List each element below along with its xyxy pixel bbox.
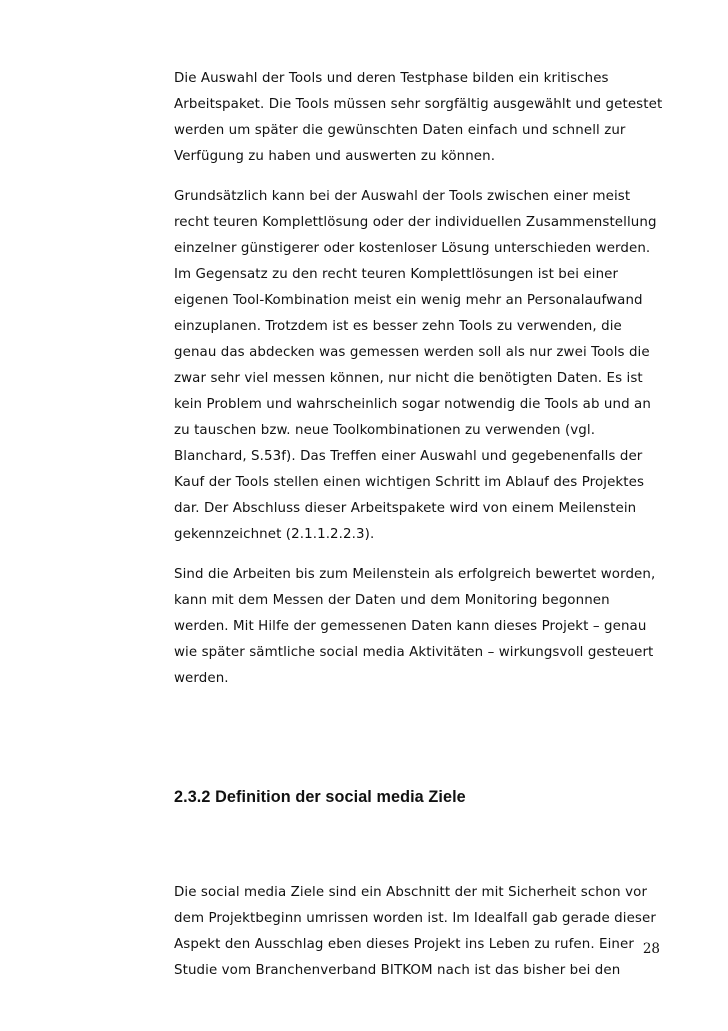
paragraph-tool-selection: Die Auswahl der Tools und deren Testphase bilden ein kritisches Arbeitspaket. Die Tools müssen sehr sorgfältig ausgewählt und getestet werden um später die gewünschten Daten einfach und schnell zur Verfügung zu haben und auswerten zu können.: [174, 71, 663, 164]
paragraph-tool-options: Grundsätzlich kann bei der Auswahl der Tools zwischen einer meist recht teuren Komplettlösung oder der individuellen Zusammenstellung einzelner günstigerer oder kostenloser Lösung unterschieden werden. Im Gegensatz zu den recht teuren Komplettlösungen ist bei einer eigenen Tool-Kombination meist ein wenig mehr an Personalaufwand einzuplanen. Trotzdem ist es besser zehn Tools zu verwenden, die genau das abdecken was gemessen werden soll als nur zwei Tools die zwar sehr viel messen können, nur nicht die benötigten Daten. Es ist kein Problem und wahrscheinlich sogar notwendig die Tools ab und an zu tauschen bzw. neue Toolkombinationen zu verwenden (vgl. Blanchard, S.53f). Das Treffen einer Auswahl und gegebenenfalls der Kauf der Tools stellen einen wichtigen Schritt im Ablauf des Projektes dar. Der Abschluss dieser Arbeitspakete wird von einem Meilenstein gekennzeichnet (2.1.1.2.2.3).: [174, 189, 657, 542]
section-heading: 2.3.2 Definition der social media Ziele: [174, 788, 466, 806]
paragraph-milestone: Sind die Arbeiten bis zum Meilenstein als erfolgreich bewertet worden, kann mit dem Messen der Daten und dem Monitoring begonnen werden. Mit Hilfe der gemessenen Daten kann dieses Projekt – genau wie später sämtliche social media Aktivitäten – wirkungsvoll gesteuert werden.: [174, 567, 656, 686]
paragraph-social-media-goals: Die social media Ziele sind ein Abschnitt der mit Sicherheit schon vor dem Projektbeginn umrissen worden ist. Im Idealfall gab gerade dieser Aspekt den Ausschlag eben dieses Projekt ins Leben zu rufen. Einer Studie vom Branchenverband BITKOM nach ist das bisher bei den: [174, 885, 656, 978]
page-content: [174, 66, 664, 998]
page-number: 28: [642, 941, 660, 957]
heading-spacer-top: [174, 706, 664, 786]
heading-spacer-bottom: [174, 808, 664, 880]
